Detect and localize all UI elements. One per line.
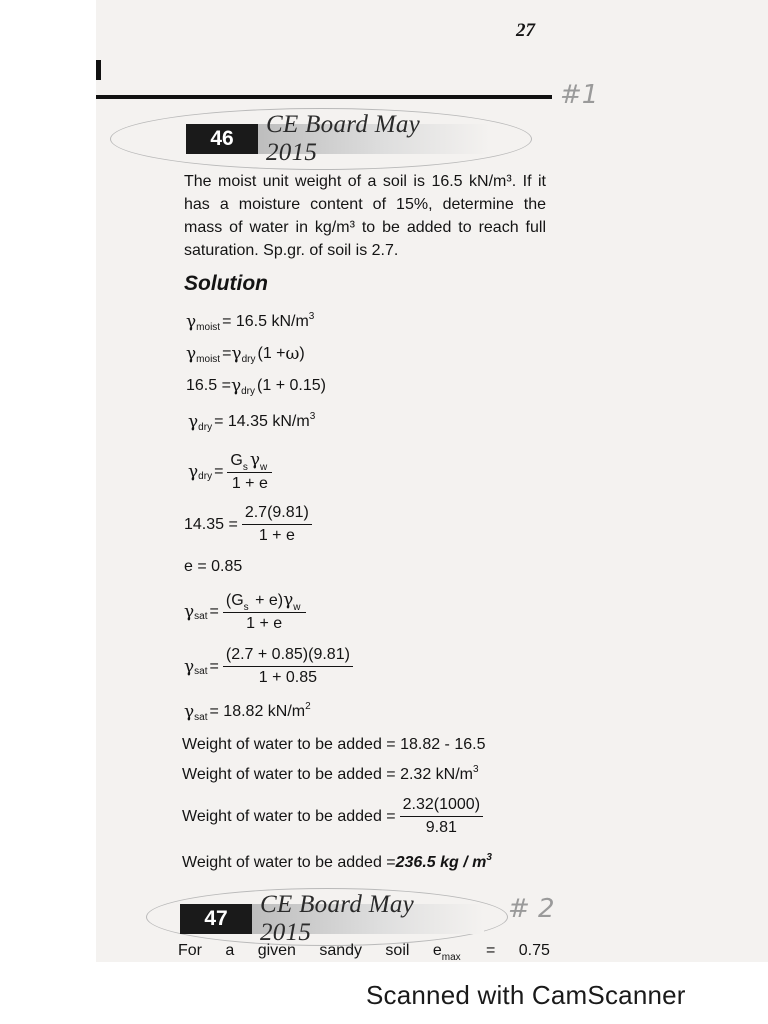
numerator <box>223 590 306 613</box>
equation-text: Weight of water to be added = 18.82 - 16.5 <box>182 736 486 753</box>
pencil-note-1: #1 <box>560 80 599 110</box>
subscript: dry <box>198 471 213 482</box>
eq-substitution <box>186 376 326 396</box>
gamma-symbol: γ <box>184 656 195 677</box>
header-rule <box>96 95 552 99</box>
numerator: (2.7 + 0.85)(9.81) <box>223 646 353 667</box>
subscript: dry <box>241 385 256 397</box>
gamma-symbol: γ <box>249 450 261 470</box>
numerator <box>227 450 272 473</box>
subscript: dry <box>198 421 213 433</box>
equation-text: (G <box>225 592 244 609</box>
denominator: 9.81 <box>425 819 457 836</box>
problem-source: CE Board May 2015 <box>252 904 484 934</box>
gamma-symbol: γ <box>184 601 195 622</box>
subscript: moist <box>196 353 221 365</box>
eq-weight-value <box>182 763 479 784</box>
equation-text: (1 + <box>257 345 286 362</box>
numerator: 2.32(1000) <box>400 796 483 817</box>
gamma-symbol: γ <box>231 344 242 364</box>
word: 0.75 <box>518 942 550 959</box>
word: sandy <box>319 942 363 959</box>
next-problem-statement <box>178 942 550 963</box>
denominator: 1 + e <box>258 527 295 544</box>
subscript: s <box>242 462 248 473</box>
equals-sign: = <box>222 345 232 362</box>
equation-text: + e) <box>250 592 284 609</box>
gamma-symbol: γ <box>188 412 199 432</box>
problem-header-47 <box>180 891 484 946</box>
word: given <box>257 942 296 959</box>
word: a <box>225 942 235 959</box>
numerator: 2.7(9.81) <box>242 504 312 525</box>
eq-gamma-moist-value <box>186 312 314 332</box>
subscript: sat <box>194 711 208 723</box>
eq-void-ratio-substitution <box>184 504 316 545</box>
pencil-note-2: # 2 <box>508 894 555 924</box>
equation-text: = 18.82 kN/m <box>209 703 306 720</box>
word: For <box>178 942 202 959</box>
eq-weight-conversion <box>182 796 487 837</box>
superscript: 3 <box>472 763 479 775</box>
word <box>432 942 463 963</box>
eq-gamma-sat-value <box>184 702 311 722</box>
denominator: 1 + 0.85 <box>258 669 318 686</box>
subscript: w <box>260 462 268 473</box>
subscript: w <box>293 602 301 613</box>
specific-gravity-symbol: G <box>230 452 243 469</box>
subscript: sat <box>194 666 208 677</box>
word: = <box>486 942 496 959</box>
fraction <box>400 796 483 837</box>
problem-number: 47 <box>180 904 252 934</box>
problem-header-46 <box>186 111 490 166</box>
gamma-symbol: γ <box>186 344 197 364</box>
page-edge-mark <box>96 60 101 80</box>
denominator: 1 + e <box>246 615 283 632</box>
problem-number: 46 <box>186 124 258 154</box>
eq-gamma-dry-formula <box>188 450 276 493</box>
eq-final-answer <box>182 851 492 872</box>
subscript: sat <box>194 611 208 622</box>
superscript: 3 <box>309 410 316 422</box>
subscript: max <box>441 952 461 963</box>
equation-text: ) <box>299 345 305 362</box>
problem-statement: The moist unit weight of a soil is 16.5 kN/m³. If it has a moisture content of 15%, determine the mass of water in kg/m³ to be added to reach full saturation. Sp.gr. of soil is 2.7. <box>184 173 546 259</box>
equation-text: Weight of water to be added = <box>182 807 396 825</box>
superscript: 2 <box>305 700 311 712</box>
gamma-symbol: γ <box>184 702 195 722</box>
camscanner-watermark: Scanned with CamScanner <box>366 980 686 1010</box>
eq-gamma-dry-value <box>188 412 315 432</box>
denominator: 1 + e <box>231 475 268 492</box>
void-ratio-symbol: e <box>432 942 442 959</box>
gamma-symbol: γ <box>230 376 242 396</box>
equation-text: Weight of water to be added = 2.32 kN/m <box>182 766 473 783</box>
equation-text: Weight of water to be added = <box>182 854 396 871</box>
omega-symbol: ω <box>285 344 300 364</box>
fraction <box>227 450 272 493</box>
fraction <box>223 646 353 687</box>
eq-gamma-sat-formula <box>184 590 310 633</box>
equals-sign: = <box>209 602 219 620</box>
eq-weight-difference <box>182 736 485 754</box>
problem-source: CE Board May 2015 <box>258 124 490 154</box>
final-answer: 236.5 kg / m <box>395 854 487 871</box>
fraction <box>242 504 312 545</box>
equation-text: (1 + 0.15) <box>257 377 326 394</box>
subscript: moist <box>196 321 221 333</box>
equation-text: = 16.5 kN/m <box>222 313 309 330</box>
fraction <box>223 590 306 633</box>
equation-text: = 14.35 kN/m <box>214 413 310 430</box>
eq-void-ratio-value <box>184 558 242 576</box>
gamma-symbol: γ <box>186 312 197 332</box>
equation-text: 16.5 = <box>186 377 231 394</box>
equals-sign: = <box>209 657 219 675</box>
gamma-symbol: γ <box>188 461 199 482</box>
superscript: 3 <box>308 310 315 322</box>
gamma-symbol: γ <box>283 590 294 610</box>
equation-text: 14.35 = <box>184 515 238 533</box>
equation-text: e = 0.85 <box>184 558 243 575</box>
eq-moist-dry-relation <box>186 344 305 364</box>
word: soil <box>385 942 410 959</box>
solution-title: Solution <box>184 272 268 295</box>
equals-sign: = <box>214 462 224 480</box>
eq-gamma-sat-substitution <box>184 646 357 687</box>
subscript: s <box>243 602 249 613</box>
page-number: 27 <box>516 20 535 41</box>
subscript: dry <box>241 353 256 365</box>
superscript: 3 <box>486 851 492 863</box>
